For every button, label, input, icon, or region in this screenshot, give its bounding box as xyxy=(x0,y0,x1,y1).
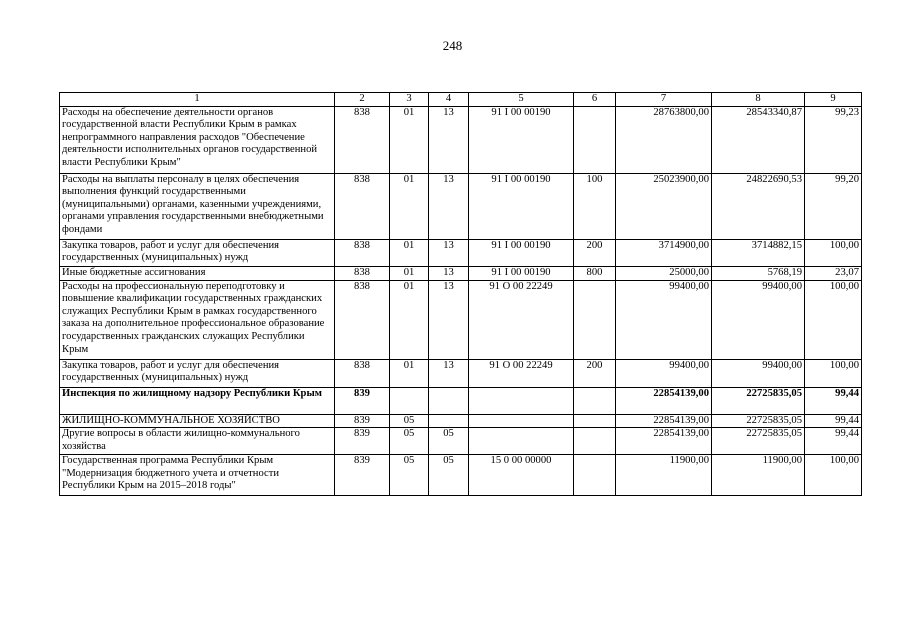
cell-percent: 99,44 xyxy=(805,387,862,414)
table-row xyxy=(60,106,862,173)
table-row xyxy=(60,428,862,455)
cell-percent: 100,00 xyxy=(805,239,862,266)
cell-subsection: 05 xyxy=(429,455,469,496)
cell-plan: 22854139,00 xyxy=(616,414,712,428)
cell-percent: 100,00 xyxy=(805,359,862,387)
cell-percent: 100,00 xyxy=(805,280,862,359)
row-name: ЖИЛИЩНО-КОММУНАЛЬНОЕ ХОЗЯЙСТВО xyxy=(60,414,335,428)
col-header: 9 xyxy=(805,93,862,107)
cell-percent: 23,07 xyxy=(805,266,862,280)
cell-grbs: 838 xyxy=(335,359,390,387)
cell-expense-type: 200 xyxy=(574,359,616,387)
cell-subsection: 13 xyxy=(429,266,469,280)
cell-section: 05 xyxy=(390,455,429,496)
cell-plan: 25023900,00 xyxy=(616,173,712,239)
cell-expense-type xyxy=(574,106,616,173)
cell-subsection: 13 xyxy=(429,359,469,387)
cell-subsection: 13 xyxy=(429,173,469,239)
cell-fact: 22725835,05 xyxy=(712,428,805,455)
cell-expense-type: 200 xyxy=(574,239,616,266)
cell-target-item xyxy=(469,387,574,414)
cell-target-item: 91 I 00 00190 xyxy=(469,173,574,239)
cell-section: 01 xyxy=(390,359,429,387)
cell-target-item: 91 О 00 22249 xyxy=(469,359,574,387)
cell-grbs: 838 xyxy=(335,266,390,280)
cell-grbs: 839 xyxy=(335,387,390,414)
cell-grbs: 839 xyxy=(335,428,390,455)
cell-target-item: 91 I 00 00190 xyxy=(469,239,574,266)
cell-target-item xyxy=(469,414,574,428)
row-name: Закупка товаров, работ и услуг для обеспечения государственных (муниципальных) нужд xyxy=(60,359,335,387)
col-header: 8 xyxy=(712,93,805,107)
cell-fact: 3714882,15 xyxy=(712,239,805,266)
cell-plan: 3714900,00 xyxy=(616,239,712,266)
cell-subsection xyxy=(429,387,469,414)
row-name: Закупка товаров, работ и услуг для обеспечения государственных (муниципальных) нужд xyxy=(60,239,335,266)
cell-fact: 24822690,53 xyxy=(712,173,805,239)
cell-expense-type: 800 xyxy=(574,266,616,280)
cell-expense-type xyxy=(574,428,616,455)
table-row xyxy=(60,414,862,428)
table-row xyxy=(60,387,862,414)
budget-table xyxy=(59,92,862,496)
cell-percent: 99,20 xyxy=(805,173,862,239)
cell-percent: 99,44 xyxy=(805,414,862,428)
cell-section: 01 xyxy=(390,280,429,359)
col-header: 4 xyxy=(429,93,469,107)
cell-subsection: 05 xyxy=(429,428,469,455)
cell-subsection: 13 xyxy=(429,280,469,359)
cell-plan: 99400,00 xyxy=(616,280,712,359)
table-row xyxy=(60,359,862,387)
cell-grbs: 838 xyxy=(335,173,390,239)
cell-section: 01 xyxy=(390,106,429,173)
cell-fact: 5768,19 xyxy=(712,266,805,280)
col-header: 7 xyxy=(616,93,712,107)
cell-target-item: 91 I 00 00190 xyxy=(469,106,574,173)
cell-fact: 22725835,05 xyxy=(712,387,805,414)
cell-plan: 11900,00 xyxy=(616,455,712,496)
row-name: Инспекция по жилищному надзору Республики Крым xyxy=(60,387,335,414)
col-header: 3 xyxy=(390,93,429,107)
cell-percent: 99,23 xyxy=(805,106,862,173)
cell-section: 05 xyxy=(390,428,429,455)
cell-subsection xyxy=(429,414,469,428)
cell-expense-type xyxy=(574,280,616,359)
cell-grbs: 838 xyxy=(335,106,390,173)
cell-section: 05 xyxy=(390,414,429,428)
col-header: 6 xyxy=(574,93,616,107)
cell-fact: 28543340,87 xyxy=(712,106,805,173)
cell-section xyxy=(390,387,429,414)
table-row xyxy=(60,173,862,239)
row-name: Расходы на профессиональную переподготовку и повышение квалификации государственных гражданских служащих Республики Крым в рамках государственного заказа на дополнительное профессиональное образование государственных гражданских служащих Республики Крым xyxy=(60,280,335,359)
row-name: Расходы на выплаты персоналу в целях обеспечения выполнения функций государственными (муниципальными) органами, казенными учреждениями, органами управления государственными внебюджетными фондами xyxy=(60,173,335,239)
cell-expense-type xyxy=(574,414,616,428)
cell-expense-type: 100 xyxy=(574,173,616,239)
cell-grbs: 838 xyxy=(335,280,390,359)
col-header: 2 xyxy=(335,93,390,107)
cell-section: 01 xyxy=(390,266,429,280)
table-row xyxy=(60,280,862,359)
cell-plan: 99400,00 xyxy=(616,359,712,387)
cell-fact: 99400,00 xyxy=(712,359,805,387)
cell-fact: 11900,00 xyxy=(712,455,805,496)
cell-expense-type xyxy=(574,387,616,414)
cell-target-item xyxy=(469,428,574,455)
row-name: Иные бюджетные ассигнования xyxy=(60,266,335,280)
row-name: Государственная программа Республики Крым "Модернизация бюджетного учета и отчетности Республики Крым на 2015–2018 годы" xyxy=(60,455,335,496)
cell-subsection: 13 xyxy=(429,106,469,173)
col-header: 5 xyxy=(469,93,574,107)
page-number: 248 xyxy=(442,38,463,53)
col-header: 1 xyxy=(60,93,335,107)
row-name: Расходы на обеспечение деятельности органов государственной власти Республики Крым в рамках непрограммного направления расходов "Обеспечение деятельности исполнительных органов государственной власти Республики Крым" xyxy=(60,106,335,173)
table-row xyxy=(60,266,862,280)
cell-expense-type xyxy=(574,455,616,496)
cell-plan: 22854139,00 xyxy=(616,428,712,455)
cell-grbs: 839 xyxy=(335,414,390,428)
cell-percent: 99,44 xyxy=(805,428,862,455)
cell-plan: 28763800,00 xyxy=(616,106,712,173)
header-row xyxy=(60,93,862,107)
cell-plan: 25000,00 xyxy=(616,266,712,280)
cell-target-item: 15 0 00 00000 xyxy=(469,455,574,496)
cell-section: 01 xyxy=(390,239,429,266)
cell-subsection: 13 xyxy=(429,239,469,266)
cell-section: 01 xyxy=(390,173,429,239)
cell-target-item: 91 I 00 00190 xyxy=(469,266,574,280)
table-row xyxy=(60,239,862,266)
cell-percent: 100,00 xyxy=(805,455,862,496)
cell-target-item: 91 О 00 22249 xyxy=(469,280,574,359)
cell-grbs: 838 xyxy=(335,239,390,266)
table-row xyxy=(60,455,862,496)
cell-grbs: 839 xyxy=(335,455,390,496)
cell-plan: 22854139,00 xyxy=(616,387,712,414)
cell-fact: 22725835,05 xyxy=(712,414,805,428)
cell-fact: 99400,00 xyxy=(712,280,805,359)
row-name: Другие вопросы в области жилищно-коммунального хозяйства xyxy=(60,428,335,455)
